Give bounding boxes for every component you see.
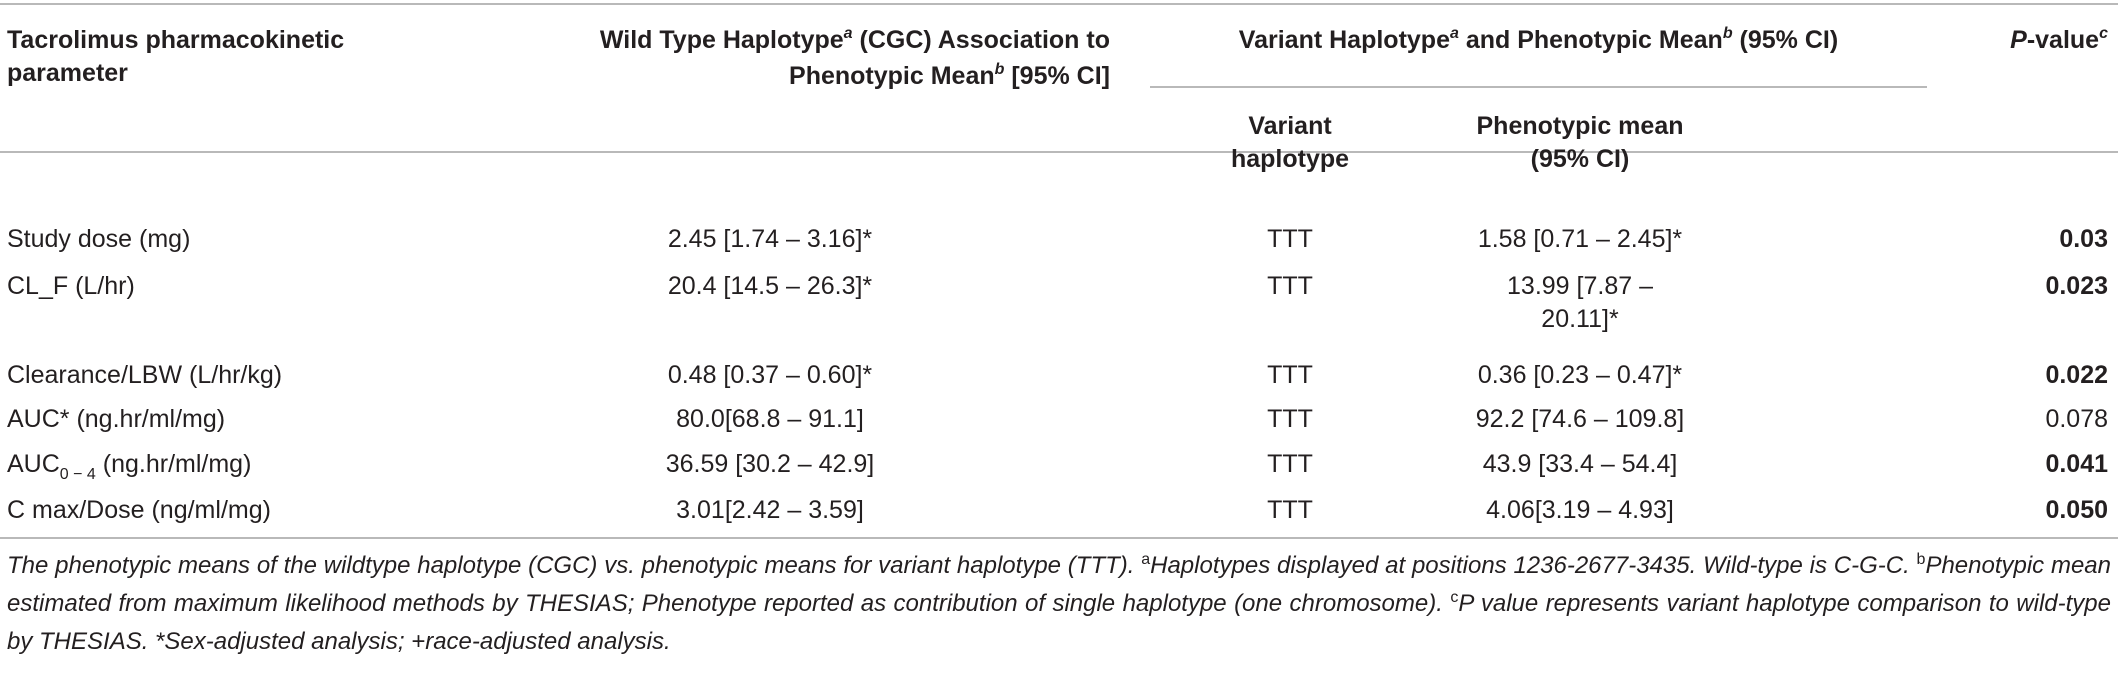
- row-p-value: 0.022: [2045, 361, 2108, 389]
- table-footnote: The phenotypic means of the wildtype haplotype (CGC) vs. phenotypic means for variant haplotype (TTT). $^a$Haplotypes displayed at positions 1236-2677-3435. Wild-type is C-G-C. $^b$Phenotypic mean estimated from maximum likelihood methods by THESIAS; Phenotype reported as contribution of single haplotype (one chromosome). $^c$P value represents variant haplotype comparison to wild-type by THESIAS. *Sex-adjusted analysis; +race-adjusted analysis.: [7, 551, 2112, 655]
- header-parameter: Tacrolimus pharmacokinetic parameter: [7, 26, 345, 87]
- row-wild: 0.48 [0.37 – 0.60]*: [667, 361, 873, 389]
- row-p-value: 0.03: [2059, 225, 2108, 253]
- row-mean: 43.9 [33.4 – 54.4]: [1482, 450, 1678, 478]
- header-variant-haplotype: Variant haplotype: [1230, 112, 1350, 173]
- row-param: Clearance/LBW (L/hr/kg): [7, 361, 283, 389]
- row-variant: TTT: [1267, 225, 1313, 253]
- row-variant: TTT: [1267, 496, 1313, 524]
- row-wild: 2.45 [1.74 – 3.16]*: [667, 225, 873, 253]
- header-p-value: P-value$^c$: [2010, 25, 2108, 54]
- header-wild-type: Wild Type Haplotype$^a$ (CGC) Association to Phenotypic Mean$^b$ [95% CI]: [599, 25, 1110, 90]
- row-param: $AUC_{0 - 4}$ (ng.hr/ml/mg): [7, 450, 252, 483]
- row-param: AUC* (ng.hr/ml/mg): [7, 405, 226, 433]
- row-wild: 20.4 [14.5 – 26.3]*: [667, 272, 873, 300]
- row-variant: TTT: [1267, 450, 1313, 478]
- row-variant: TTT: [1267, 361, 1313, 389]
- row-p-value: 0.078: [2045, 405, 2108, 433]
- row-variant: TTT: [1267, 405, 1313, 433]
- row-mean: 0.36 [0.23 – 0.47]*: [1477, 361, 1683, 389]
- row-wild: 36.59 [30.2 – 42.9]: [665, 450, 875, 478]
- group-underline: [1150, 86, 1927, 88]
- row-wild: 80.0[68.8 – 91.1]: [676, 405, 864, 433]
- row-mean: 92.2 [74.6 – 109.8]: [1475, 405, 1685, 433]
- row-variant: TTT: [1267, 272, 1313, 300]
- row-wild: 3.01[2.42 – 3.59]: [676, 496, 864, 524]
- top-rule: [0, 3, 2118, 5]
- header-phenotypic-mean: Phenotypic mean (95% CI): [1476, 112, 1684, 173]
- row-p-value: 0.050: [2045, 496, 2108, 524]
- row-p-value: 0.041: [2045, 450, 2108, 478]
- header-bottom-rule: [0, 151, 2118, 153]
- row-param: CL_F (L/hr): [7, 272, 135, 300]
- row-param: Study dose (mg): [7, 225, 191, 253]
- row-param: C max/Dose (ng/ml/mg): [7, 496, 271, 524]
- table-end-rule: [0, 537, 2118, 539]
- row-mean: 1.58 [0.71 – 2.45]*: [1477, 225, 1683, 253]
- row-p-value: 0.023: [2045, 272, 2108, 300]
- header-variant-group: Variant Haplotype$^a$ and Phenotypic Mean$^b$ (95% CI): [1238, 25, 1839, 54]
- row-mean: 13.99 [7.87 – 20.11]*: [1507, 272, 1653, 333]
- row-mean: 4.06[3.19 – 4.93]: [1486, 496, 1674, 524]
